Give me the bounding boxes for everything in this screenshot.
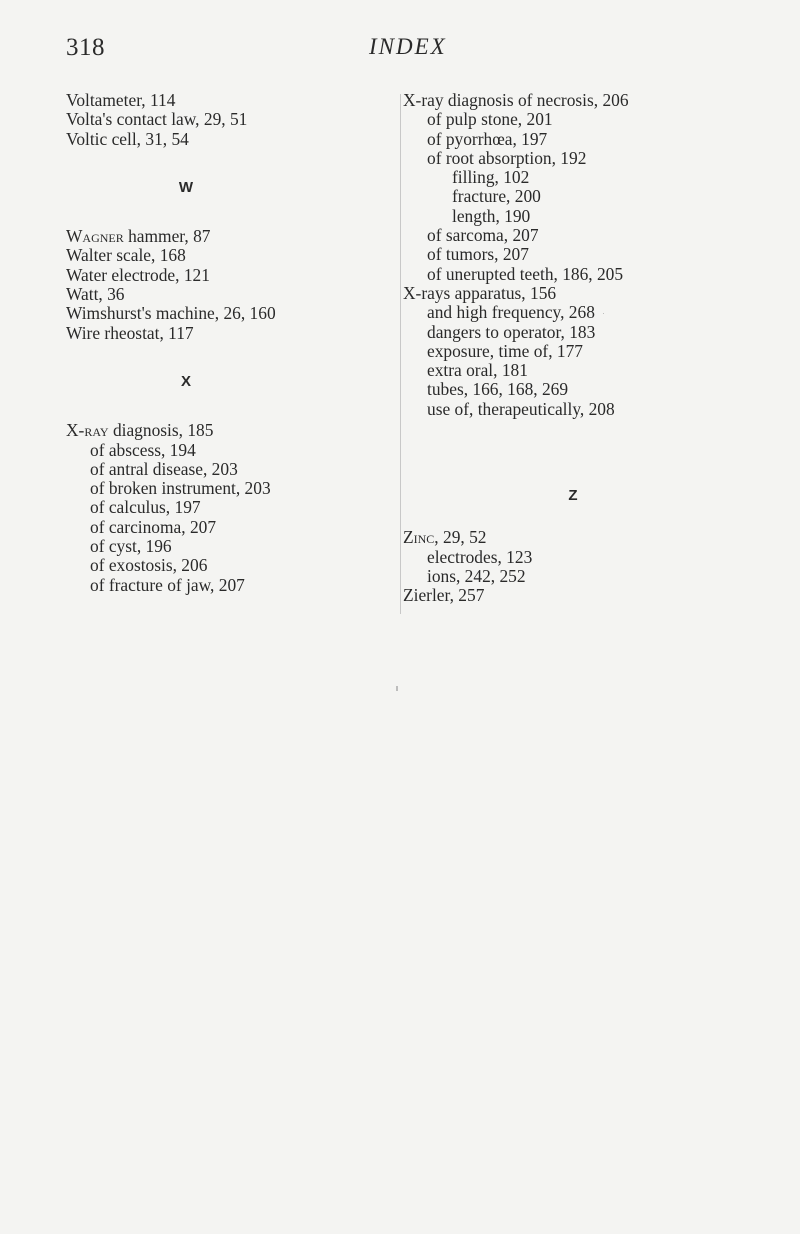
- index-entry: [66, 421, 386, 440]
- index-subentry: electrodes, 123: [427, 546, 533, 567]
- index-subentry: use of, therapeutically, 208: [427, 398, 615, 419]
- index-column-left: [66, 91, 386, 595]
- index-subentry: of broken instrument, 203: [90, 478, 271, 499]
- entry-rest: hammer, 87: [123, 226, 211, 247]
- index-subentry: of tumors, 207: [427, 244, 529, 265]
- entry-rest: diagnosis, 185: [108, 420, 214, 441]
- index-subentry: ions, 242, 252: [427, 565, 526, 586]
- letter-heading-x: X: [180, 372, 191, 390]
- page-number: 318: [66, 34, 105, 61]
- index-entry: Walter scale, 168: [66, 245, 186, 266]
- index-subentry: of carcinoma, 207: [90, 516, 217, 537]
- index-entry: X-rays apparatus, 156: [403, 282, 557, 303]
- scan-speck: [396, 686, 398, 691]
- running-head: INDEX: [369, 34, 447, 59]
- index-entry: Voltameter, 114: [66, 90, 176, 110]
- index-subentry: extra oral, 181: [427, 360, 528, 381]
- index-subentry: and high frequency, 268: [427, 302, 595, 323]
- index-subsubentry: length, 190: [452, 205, 531, 226]
- index-entry: X-ray diagnosis of necrosis, 206: [403, 90, 629, 110]
- index-subentry: of unerupted teeth, 186, 205: [427, 263, 624, 284]
- index-subentry: of exostosis, 206: [90, 555, 208, 576]
- index-subentry: of pyorrhœa, 197: [427, 128, 548, 149]
- index-entry: Watt, 36: [66, 284, 125, 305]
- entry-rest: , 29, 52: [434, 527, 487, 548]
- index-entry: Voltic cell, 31, 54: [66, 128, 189, 149]
- letter-heading-z: Z: [568, 487, 578, 505]
- index-subentry: of antral disease, 203: [90, 458, 238, 479]
- index-subentry: of sarcoma, 207: [427, 225, 539, 246]
- index-subentry: of root absorption, 192: [427, 147, 587, 168]
- index-subentry: dangers to operator, 183: [427, 321, 596, 342]
- index-subentry: tubes, 166, 168, 269: [427, 379, 569, 400]
- index-entry: [66, 227, 386, 246]
- index-subentry: of pulp stone, 201: [427, 109, 553, 130]
- index-subsubentry: fracture, 200: [452, 186, 541, 207]
- column-rule: [400, 94, 401, 614]
- index-subentry: of fracture of jaw, 207: [90, 574, 245, 595]
- index-entry: Wire rheostat, 117: [66, 322, 194, 343]
- index-subentry: of abscess, 194: [90, 439, 196, 460]
- index-subsubentry: filling, 102: [452, 167, 530, 188]
- index-entry: Zierler, 257: [403, 585, 485, 606]
- entry-lead: Zinc: [403, 527, 435, 548]
- index-subentry: of cyst, 196: [90, 536, 172, 557]
- index-entry: Water electrode, 121: [66, 264, 210, 285]
- index-entry: Wimshurst's machine, 26, 160: [66, 303, 276, 324]
- index-column-right: [403, 91, 783, 606]
- scan-speck: [603, 313, 604, 314]
- index-subentry: of calculus, 197: [90, 497, 201, 518]
- index-entry: [403, 528, 783, 547]
- letter-heading-w: W: [178, 178, 194, 196]
- entry-lead: X-ray: [66, 420, 109, 441]
- entry-lead: Wagner: [66, 226, 124, 247]
- index-entry: Volta's contact law, 29, 51: [66, 109, 248, 130]
- index-subentry: exposure, time of, 177: [427, 340, 583, 361]
